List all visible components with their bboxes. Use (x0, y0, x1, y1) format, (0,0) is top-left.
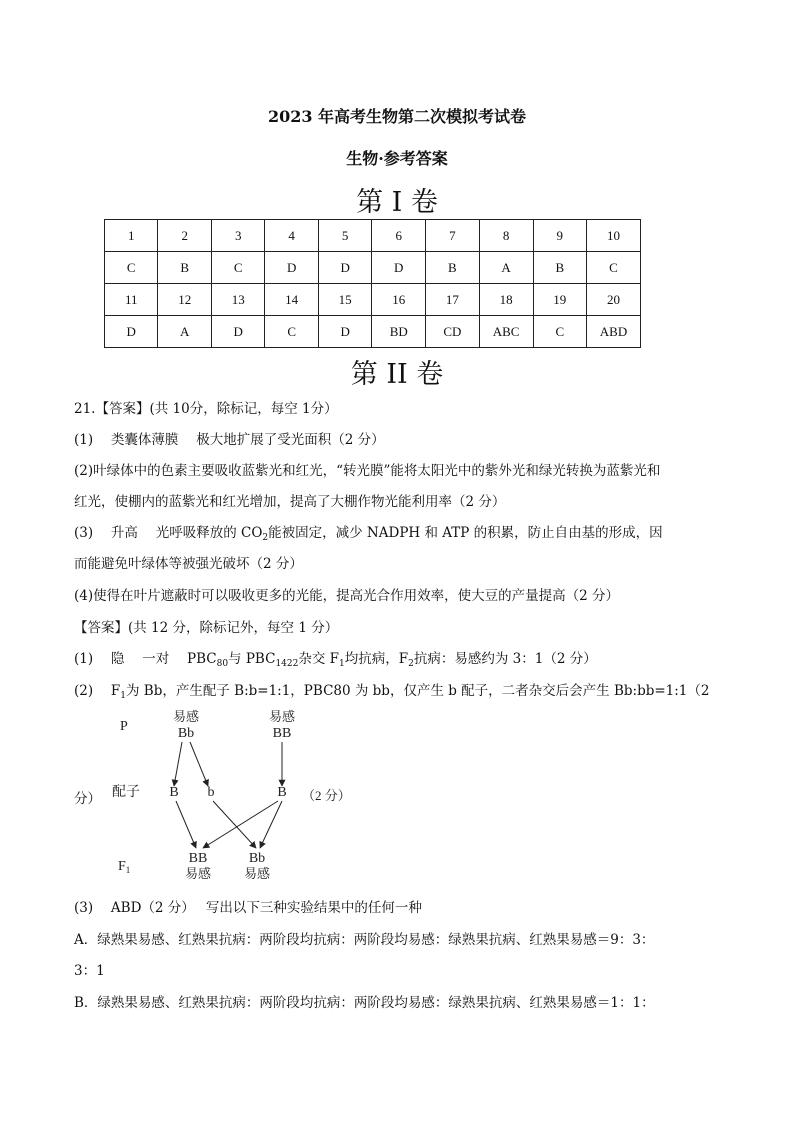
question-number-cell: 4 (265, 220, 318, 252)
answer-cell: C (533, 316, 586, 348)
q21-header: 21.【答案】(共 10分，除标记，每空 1分） (74, 401, 338, 417)
answer-cell: C (265, 316, 318, 348)
question-number-cell: 6 (372, 220, 426, 252)
question-number-cell: 14 (265, 284, 318, 316)
q22-answer-3: (3) ABD（2 分） 写出以下三种实验结果中的任何一种 (74, 900, 422, 916)
question-number-cell: 12 (158, 284, 211, 316)
q21-answer-2-line2: 红光，使棚内的蓝紫光和红光增加，提高了大棚作物光能利用率（2 分） (74, 494, 506, 510)
genetic-cross-diagram (100, 700, 360, 885)
gamete-B-2: B (277, 785, 287, 800)
answer-cell: B (426, 252, 480, 284)
page-subtitle: 生物·参考答案 (346, 149, 448, 168)
answer-cell: D (318, 316, 371, 348)
gamete-b: b (207, 785, 215, 800)
arrow-B-to-BB (176, 801, 196, 848)
parent2-phenotype: 易感 (268, 709, 296, 724)
answer-table-row (105, 252, 641, 284)
f1-label: $F_1$ (118, 859, 131, 875)
diagram-score: （2 分） (302, 788, 351, 803)
arrow-b-to-Bb (213, 801, 256, 848)
answer-table-row (105, 284, 641, 316)
answer-table-row (105, 316, 641, 348)
question-number-cell: 9 (533, 220, 586, 252)
q22-result-B-line1: B．绿熟果易感、红熟果抗病：两阶段均抗病：两阶段均易感：绿熟果抗病、红熟果易感＝1：1： (74, 995, 655, 1011)
answer-cell: D (372, 252, 426, 284)
question-number-cell: 1 (105, 220, 158, 252)
answer-cell: C (587, 252, 641, 284)
question-number-cell: 13 (211, 284, 264, 316)
parent-generation-label: P (120, 719, 128, 734)
question-number-cell: 16 (372, 284, 426, 316)
answer-cell: B (158, 252, 211, 284)
answer-cell: ABC (479, 316, 533, 348)
question-number-cell: 11 (105, 284, 158, 316)
q21-answer-2-line1: (2)叶绿体中的色素主要吸收蓝紫光和红光，“转光膜”能将太阳光中的紫外光和绿光转换为蓝紫光和 (74, 463, 661, 479)
answer-cell: D (265, 252, 318, 284)
answer-cell: A (479, 252, 533, 284)
parent1-phenotype: 易感 (172, 709, 200, 724)
arrow-p1-to-B (174, 742, 182, 786)
question-number-cell: 18 (479, 284, 533, 316)
q22-answer-2: (2) $F_1$为 Bb，产生配子 B:b=1:1，PBC80 为 bb，仅产生 b 配子，二者杂交后会产生 Bb:bb=1:1（2 (74, 683, 710, 701)
answer-cell: C (211, 252, 264, 284)
question-number-cell: 20 (587, 284, 641, 316)
arrow-p1-to-b (190, 742, 208, 786)
question-number-cell: 15 (318, 284, 371, 316)
arrow-B2-to-BB (203, 801, 278, 848)
q21-answer-4: (4)使得在叶片遮蔽时可以吸收更多的光能，提高光合作用效率，使大豆的产量提高（2 分） (74, 588, 620, 604)
answer-cell: BD (372, 316, 426, 348)
q21-answer-1: (1) 类囊体薄膜 极大地扩展了受光面积（2 分） (74, 432, 385, 448)
question-number-cell: 5 (318, 220, 371, 252)
arrow-B2-to-Bb (260, 801, 282, 848)
offspring2-genotype: Bb (248, 851, 266, 866)
answer-table (104, 219, 641, 348)
parent1-genotype: Bb (177, 726, 195, 741)
answer-cell: D (105, 316, 158, 348)
q22-result-A-line1: A．绿熟果易感、红熟果抗病：两阶段均抗病：两阶段均易感：绿熟果抗病、红熟果易感＝9：3： (74, 932, 655, 948)
question-number-cell: 3 (211, 220, 264, 252)
offspring2-phenotype: 易感 (243, 866, 271, 881)
parent2-genotype: BB (272, 726, 292, 741)
question-number-cell: 10 (587, 220, 641, 252)
answer-cell: D (318, 252, 371, 284)
q22-answer-1: (1) 隐 一对 $PBC_{80}$与 $PBC_{1422}$杂交 $F_1$均抗病，$F_2$抗病：易感约为 3：1（2 分） (74, 651, 597, 669)
answer-cell: B (533, 252, 586, 284)
q22-answer-2-tail: 分） (74, 791, 101, 807)
q21-answer-3-line2: 而能避免叶绿体等被强光破坏（2 分） (74, 556, 303, 572)
q22-header: 【答案】(共 12 分，除标记外，每空 1 分） (74, 620, 339, 636)
question-number-cell: 17 (426, 284, 480, 316)
offspring1-genotype: BB (188, 851, 208, 866)
q22-result-A-line2: 3：1 (74, 963, 105, 979)
page-title: 2023 年高考生物第二次模拟考试卷 (267, 107, 527, 126)
question-number-cell: 8 (479, 220, 533, 252)
gamete-B-1: B (169, 785, 179, 800)
answer-cell: ABD (587, 316, 641, 348)
q21-answer-3-line1: (3) 升高 光呼吸释放的 $CO_2$能被固定，减少 NADPH 和 ATP 的积累，防止自由基的形成，因 (74, 525, 663, 543)
answer-cell: C (105, 252, 158, 284)
answer-cell: A (158, 316, 211, 348)
question-number-cell: 2 (158, 220, 211, 252)
section-title-2: 第 II 卷 (350, 359, 444, 390)
question-number-cell: 19 (533, 284, 586, 316)
question-number-cell: 7 (426, 220, 480, 252)
answer-cell: CD (426, 316, 480, 348)
answer-cell: D (211, 316, 264, 348)
answer-table-row (105, 220, 641, 252)
gamete-label: 配子 (112, 785, 140, 800)
section-title-1: 第 I 卷 (356, 187, 438, 218)
offspring1-phenotype: 易感 (184, 866, 212, 881)
